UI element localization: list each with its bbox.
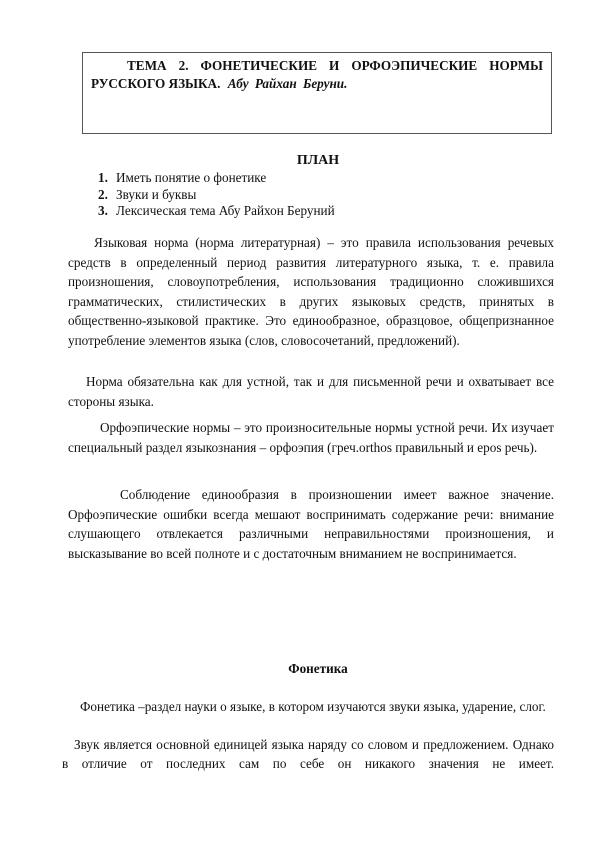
paragraph-norm-obligatory: Норма обязательна как для устной, так и для письменной речи и охватывает все стороны языка.	[68, 374, 554, 409]
topic-title-bold: РУССКОГО ЯЗЫКА.	[91, 76, 221, 91]
plan-list	[98, 170, 335, 220]
paragraph-phonetics-definition: Фонетика –раздел науки о языке, в котором изучаются звуки языка, ударение, слог.	[80, 699, 546, 714]
plan-item	[98, 170, 335, 187]
plan-item-text: Лексическая тема Абу Райхон Беруний	[116, 203, 335, 218]
topic-title-line2	[91, 75, 543, 93]
topic-title-line1: ТЕМА 2. ФОНЕТИЧЕСКИЕ И ОРФОЭПИЧЕСКИЕ НОРМЫ	[127, 58, 543, 73]
topic-title-box	[82, 52, 552, 134]
topic-title-author: Абу Райхан Беруни.	[227, 76, 348, 91]
plan-heading: ПЛАН	[296, 153, 340, 168]
plan-item-number: 3.	[98, 203, 108, 218]
plan-item-number: 2.	[98, 186, 108, 202]
paragraph-language-norm: Языковая норма (норма литературная) – это правила использования речевых средств в определенный период развития литературного языка, т. е. правила произношения, словоупотребления, использования традиционно сложившихся грамматических, стилистических в других языковых средств, принятых в общественно-языковой практике. Это единообразное, образцовое, общепризнанное употребление элементов языка (слов, словосочетаний, предложений).	[68, 235, 554, 348]
section-heading-phonetics: Фонетика	[288, 661, 348, 676]
plan-item	[98, 203, 335, 220]
plan-item-text: Звуки и буквы	[116, 186, 197, 202]
plan-item	[98, 187, 335, 204]
paragraph-orthoepic-norms: Орфоэпические нормы – это произносительные нормы устной речи. Их изучает специальный раздел языкознания – орфоэпия (греч.orthos правильный и epos речь).	[68, 420, 554, 455]
plan-item-text: Иметь понятие о фонетике	[116, 170, 267, 185]
paragraph-uniformity: Соблюдение единообразия в произношении имеет важное значение. Орфоэпические ошибки всегда мешают воспринимать содержание речи: внимание слушающего отвлекается различными неправильностями произношения, и высказывание во всей полноте и с достаточным вниманием не воспринимается.	[68, 487, 554, 561]
paragraph-sound-unit: Звук является основной единицей языка наряду со словом и предложением. Однако в отличие от последних сам по себе он никакого значения не имеет.	[62, 737, 554, 771]
plan-item-number: 1.	[98, 170, 108, 185]
